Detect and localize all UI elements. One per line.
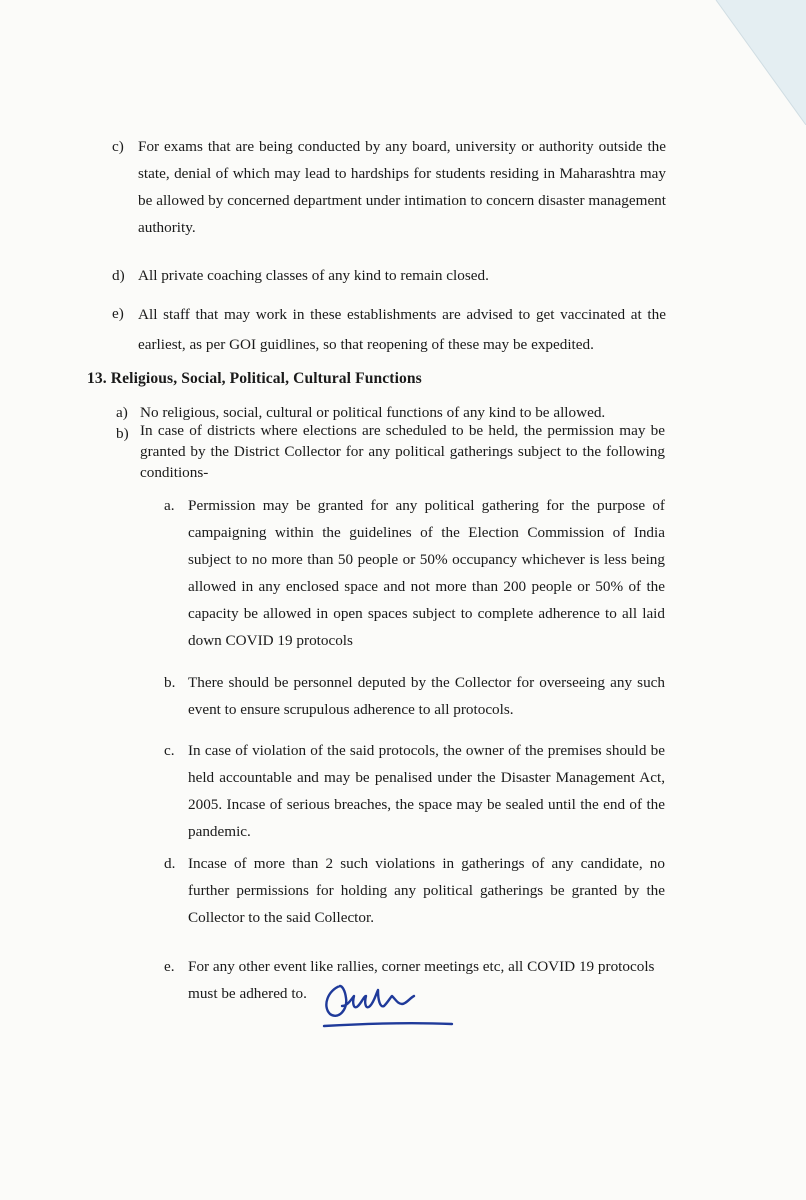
item-label-d: d) bbox=[112, 267, 125, 284]
sub-item-text-d: Incase of more than 2 such violations in gatherings of any candidate, no further permissions for holding any political gatherings be granted by the Collector to the said Collector. bbox=[188, 855, 665, 926]
item-label-c: c) bbox=[112, 138, 124, 155]
sub-item-label-d: d. bbox=[164, 855, 176, 872]
section-item-text-a: No religious, social, cultural or political functions of any kind to be allowed. bbox=[140, 404, 606, 421]
sub-item-label-e: e. bbox=[164, 958, 175, 975]
sub-item-text-e: For any other event like rallies, corner meetings etc, all COVID 19 protocols must be adhered to. bbox=[188, 958, 655, 1002]
sub-item-text-b: There should be personnel deputed by the Collector for overseeing any such event to ensure scrupulous adherence to all protocols. bbox=[188, 674, 665, 718]
section-heading: 13. Religious, Social, Political, Cultural Functions bbox=[87, 370, 422, 387]
section-item-label-a: a) bbox=[116, 404, 128, 421]
sub-item-text-c: In case of violation of the said protocols, the owner of the premises should be held accountable and may be penalised under the Disaster Management Act, 2005. Incase of serious breaches, the space may be sealed until the end of the pandemic. bbox=[188, 742, 665, 840]
page-corner-fold bbox=[696, 0, 806, 125]
item-text-e: All staff that may work in these establishments are advised to get vaccinated at the earliest, as per GOI guidlines, so that reopening of these may be expedited. bbox=[138, 306, 666, 353]
section-item-text-b: In case of districts where elections are scheduled to be held, the permission may be granted by the District Collector for any political gatherings subject to the following conditions- bbox=[140, 422, 665, 481]
item-text-d: All private coaching classes of any kind to remain closed. bbox=[138, 267, 489, 284]
sub-item-label-a: a. bbox=[164, 497, 175, 514]
section-item-label-b: b) bbox=[116, 425, 129, 442]
sub-item-label-c: c. bbox=[164, 742, 175, 759]
sub-item-text-a: Permission may be granted for any political gathering for the purpose of campaigning within the guidelines of the Election Commission of India subject to no more than 50 people or 50% occupancy whichever is less being allowed in any enclosed space and not more than 200 people or 50% of the capacity be allowed in open spaces subject to complete adherence to all laid down COVID 19 protocols bbox=[188, 497, 665, 649]
item-text-c: For exams that are being conducted by any board, university or authority outside the state, denial of which may lead to hardships for students residing in Maharashtra may be allowed by concerned department under intimation to concern disaster management authority. bbox=[138, 138, 666, 236]
item-label-e: e) bbox=[112, 305, 124, 322]
signature bbox=[318, 976, 458, 1036]
sub-item-label-b: b. bbox=[164, 674, 176, 691]
